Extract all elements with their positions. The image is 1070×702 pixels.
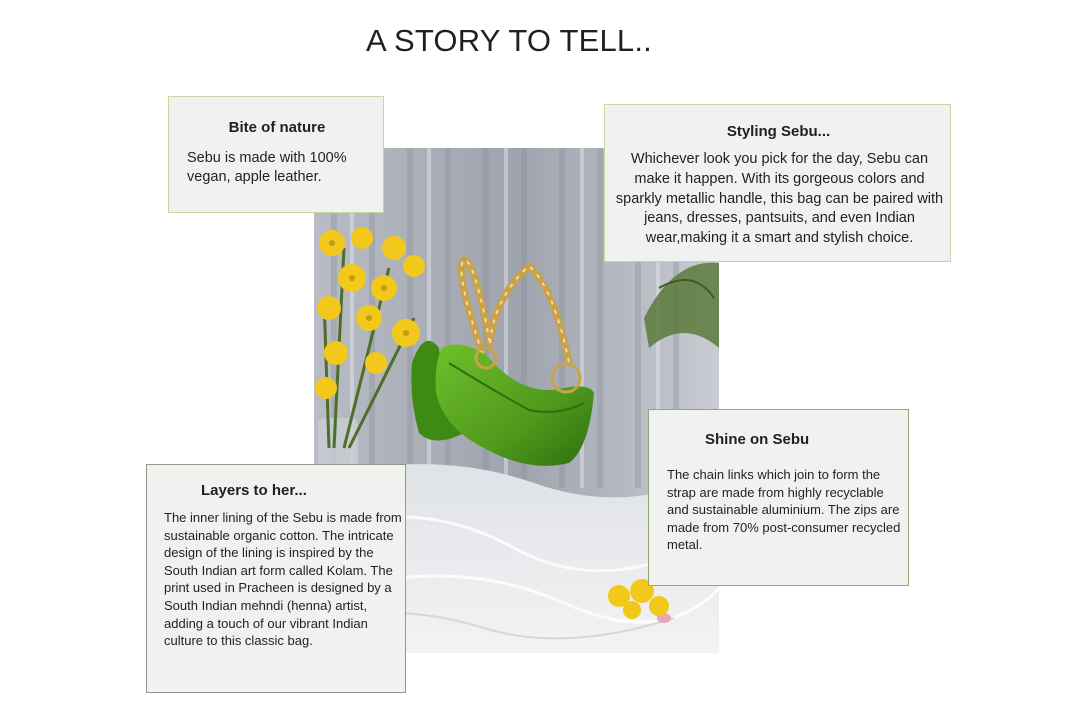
card-body: Sebu is made with 100% vegan, apple leather.	[187, 150, 347, 185]
card-body: The chain links which join to form the strap are made from highly recyclable and sustainable aluminium. The zips are made from 70% post-consumer recycled metal.	[667, 467, 901, 552]
card-title: Bite of nature	[228, 119, 326, 136]
card-bite-of-nature	[168, 96, 384, 213]
card-styling-sebu	[604, 104, 951, 262]
card-title: Styling Sebu...	[726, 123, 831, 140]
card-body: The inner lining of the Sebu is made from sustainable organic cotton. The intricate design of the lining is inspired by the South Indian art form called Kolam. The print used in Pracheen is designed by a South Indian mehndi (henna) artist, adding a touch of our vibrant Indian culture to this classic bag.	[164, 510, 402, 649]
card-title: Layers to her...	[201, 482, 307, 499]
card-title: Shine on Sebu	[705, 431, 810, 448]
card-layers-to-her	[146, 464, 406, 693]
card-shine-on-sebu	[648, 409, 909, 586]
page-title: A STORY TO TELL..	[365, 22, 652, 58]
card-body: Whichever look you pick for the day, Sebu can make it happen. With its gorgeous colors and sparkly metallic handle, this bag can be paired with jeans, dresses, pantsuits, and even Indian wear,making it a smart and stylish choice.	[615, 151, 944, 247]
